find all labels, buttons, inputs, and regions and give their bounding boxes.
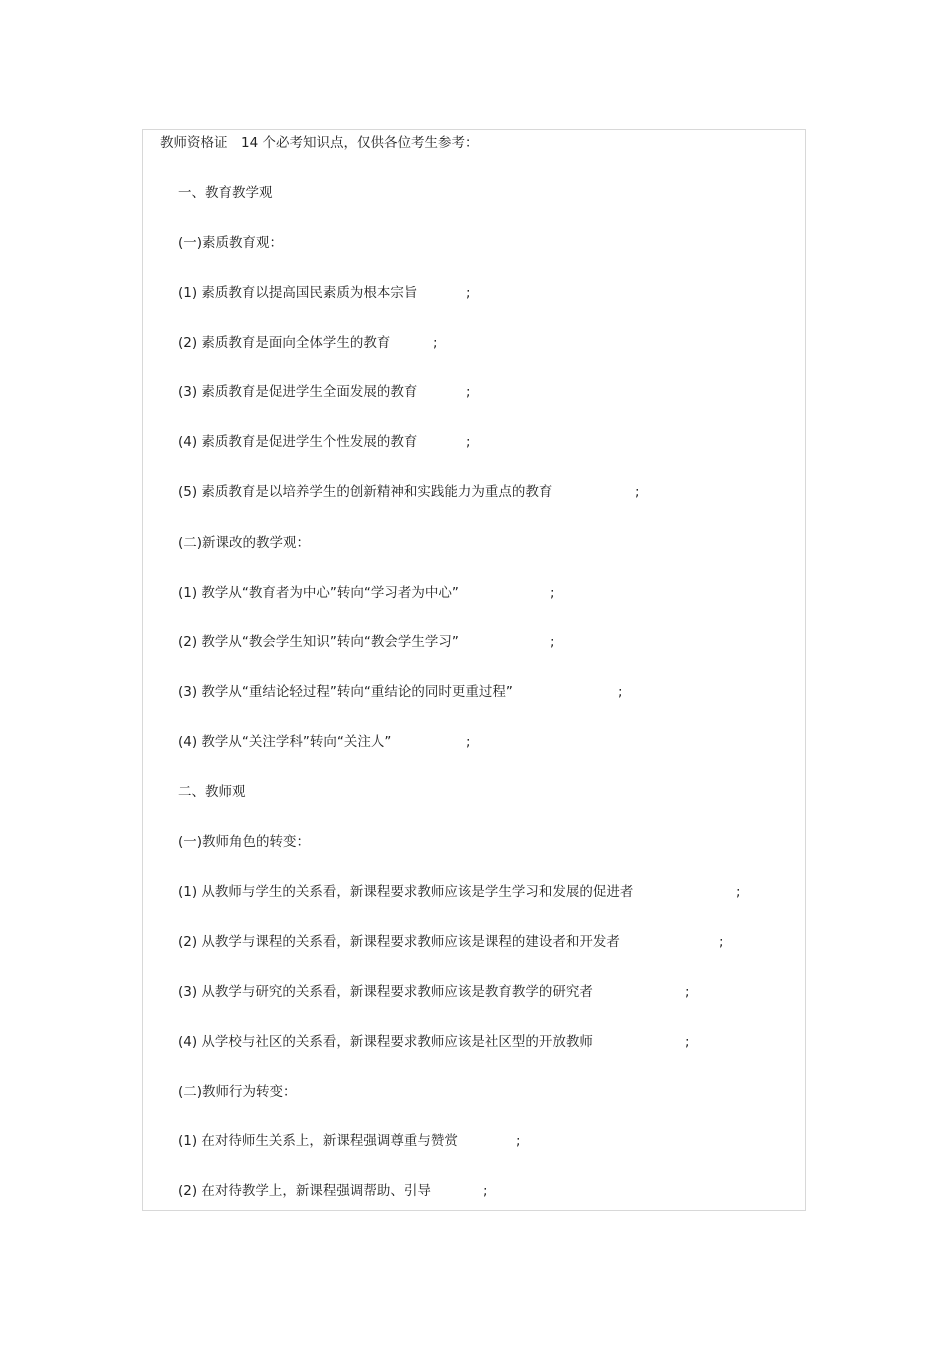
list-item: (4) 教学从“关注学科”转向“关注人”	[178, 734, 392, 750]
semicolon: ;	[635, 484, 640, 500]
list-item: (1) 素质教育以提高国民素质为根本宗旨	[178, 285, 418, 301]
semicolon: ;	[550, 585, 555, 601]
list-item: (2) 在对待教学上，新课程强调帮助、引导	[178, 1183, 431, 1199]
list-item: (3) 素质教育是促进学生全面发展的教育	[178, 384, 418, 400]
list-item: (1) 从教师与学生的关系看，新课程要求教师应该是学生学习和发展的促进者	[178, 884, 634, 900]
semicolon: ;	[466, 285, 471, 301]
list-item: (3) 从教学与研究的关系看，新课程要求教师应该是教育教学的研究者	[178, 984, 593, 1000]
subheading-2-1: (一)教师角色的转变：	[178, 834, 311, 850]
subheading-2-2: (二)教师行为转变：	[178, 1084, 297, 1100]
semicolon: ;	[550, 634, 555, 650]
subheading-1-1: (一)素质教育观：	[178, 235, 284, 251]
semicolon: ;	[433, 335, 438, 351]
semicolon: ;	[466, 434, 471, 450]
list-item: (3) 教学从“重结论轻过程”转向“重结论的同时更重过程”	[178, 684, 513, 700]
list-item: (2) 素质教育是面向全体学生的教育	[178, 335, 391, 351]
semicolon: ;	[618, 684, 623, 700]
semicolon: ;	[516, 1133, 521, 1149]
semicolon: ;	[736, 884, 741, 900]
semicolon: ;	[719, 934, 724, 950]
list-item: (5) 素质教育是以培养学生的创新精神和实践能力为重点的教育	[178, 484, 553, 500]
heading-2: 二、教师观	[178, 784, 246, 800]
list-item: (4) 素质教育是促进学生个性发展的教育	[178, 434, 418, 450]
semicolon: ;	[685, 984, 690, 1000]
subheading-1-2: (二)新课改的教学观：	[178, 535, 311, 551]
list-item: (1) 在对待师生关系上，新课程强调尊重与赞赏	[178, 1133, 458, 1149]
list-item: (2) 从教学与课程的关系看，新课程要求教师应该是课程的建设者和开发者	[178, 934, 620, 950]
list-item: (1) 教学从“教育者为中心”转向“学习者为中心”	[178, 585, 459, 601]
list-item: (4) 从学校与社区的关系看，新课程要求教师应该是社区型的开放教师	[178, 1034, 593, 1050]
heading-1: 一、教育教学观	[178, 185, 273, 201]
semicolon: ;	[466, 384, 471, 400]
semicolon: ;	[466, 734, 471, 750]
semicolon: ;	[483, 1183, 488, 1199]
semicolon: ;	[685, 1034, 690, 1050]
list-item: (2) 教学从“教会学生知识”转向“教会学生学习”	[178, 634, 459, 650]
document-intro: 教师资格证 14 个必考知识点，仅供各位考生参考：	[160, 135, 479, 151]
